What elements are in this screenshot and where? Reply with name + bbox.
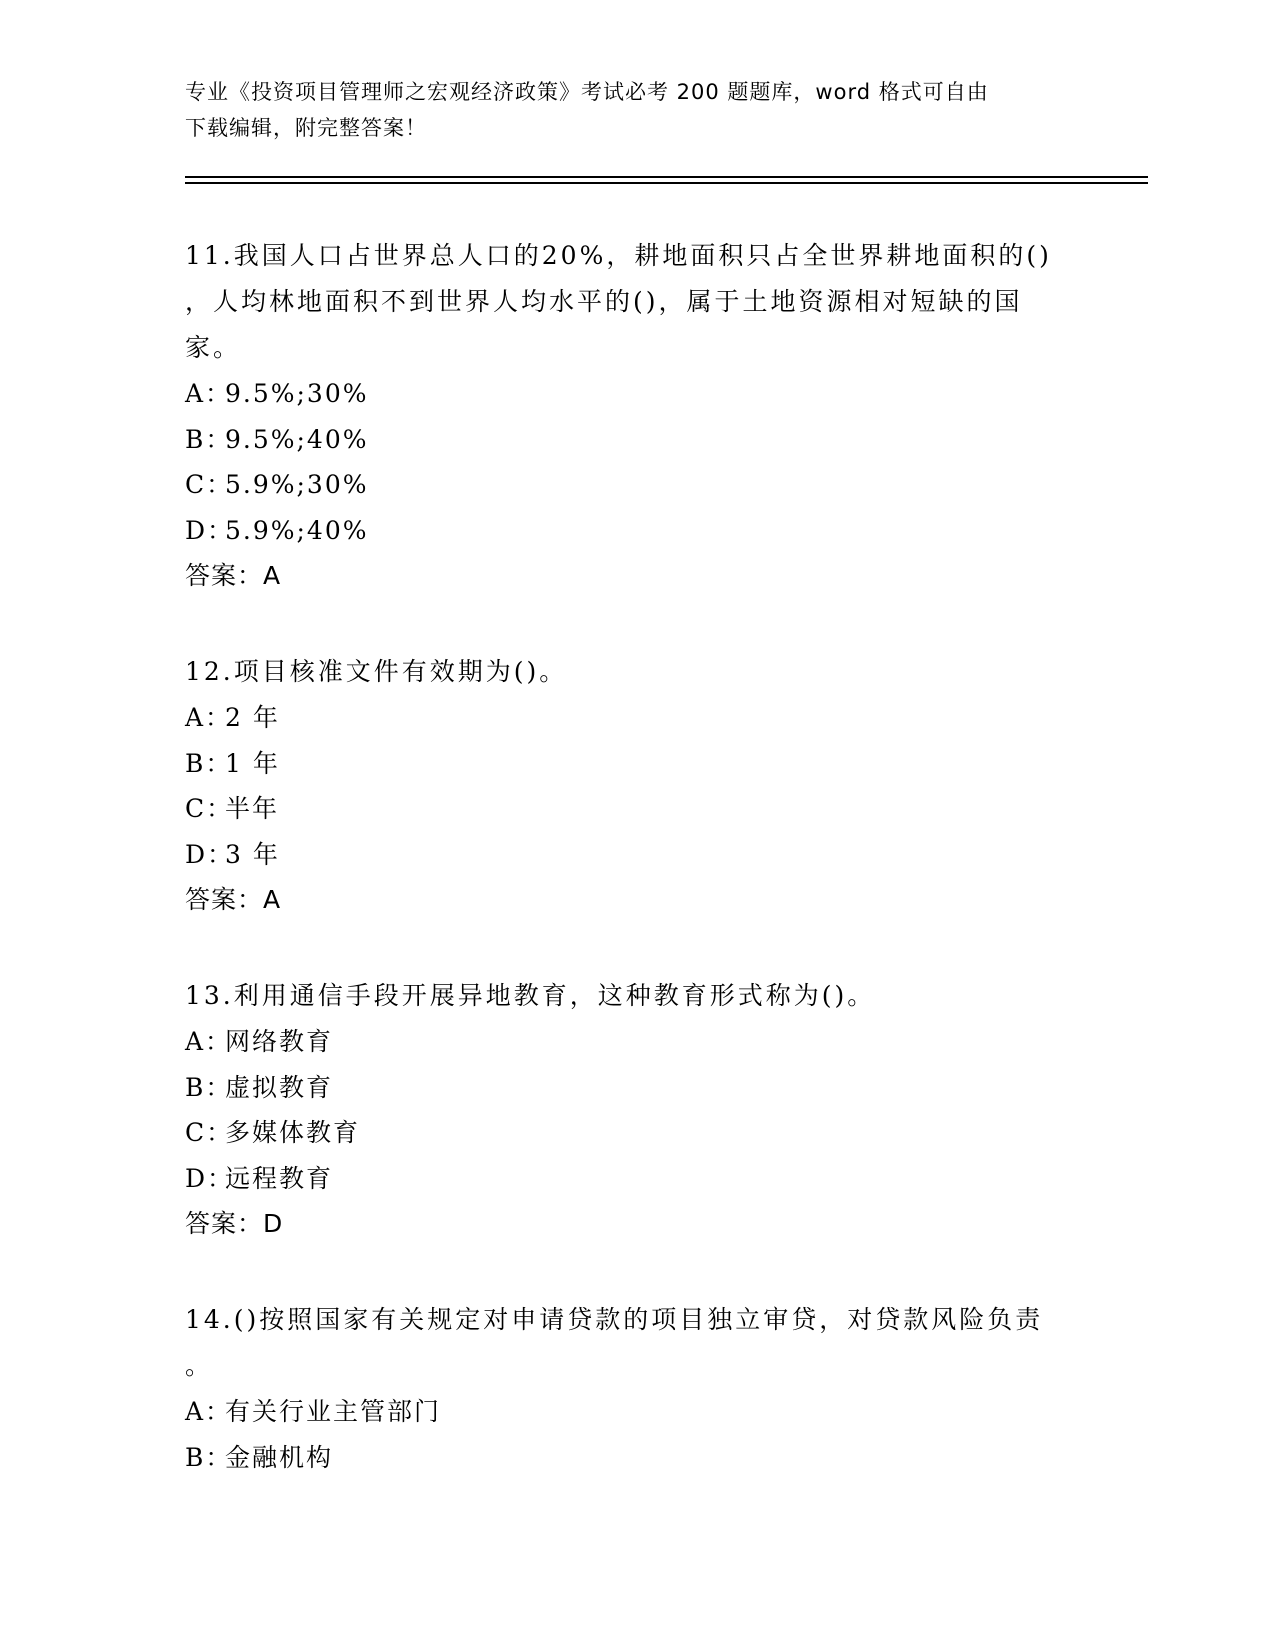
option-text: 网络教育	[225, 1027, 334, 1056]
question-stem	[185, 973, 1085, 1019]
option-letter: D：	[185, 515, 235, 545]
option-d	[185, 832, 1085, 878]
option-b	[185, 1435, 1085, 1481]
header-divider-bottom	[185, 182, 1148, 184]
question-stem	[185, 1297, 1085, 1389]
option-letter: A：	[185, 379, 233, 408]
stem-line: 14.()按照国家有关规定对申请贷款的项目独立审贷，对贷款风险负责	[185, 1305, 1044, 1334]
option-letter: A：	[185, 1027, 233, 1056]
document-header	[185, 74, 1085, 146]
header-line-1: 专业《投资项目管理师之宏观经济政策》考试必考 200 题题库，word 格式可自由	[185, 80, 989, 104]
question-13	[185, 973, 1085, 1247]
header-line-2: 下载编辑，附完整答案！	[185, 116, 427, 140]
question-14	[185, 1297, 1085, 1480]
stem-line: 11.我国人口占世界总人口的20%，耕地面积只占全世界耕地面积的()	[185, 241, 1052, 270]
option-d	[185, 508, 1085, 554]
option-letter: C：	[185, 794, 234, 823]
option-c	[185, 1110, 1085, 1156]
option-text: 金融机构	[225, 1442, 334, 1472]
stem-line: 12.项目核准文件有效期为()。	[185, 657, 568, 686]
option-letter: C：	[185, 470, 234, 499]
option-letter: B：	[185, 1072, 233, 1102]
question-stem	[185, 649, 1085, 695]
option-a	[185, 1389, 1085, 1435]
stem-line: 13.利用通信手段开展异地教育，这种教育形式称为()。	[185, 981, 876, 1010]
option-text: 2 年	[225, 703, 280, 732]
question-12	[185, 649, 1085, 923]
option-letter: A：	[185, 1397, 233, 1426]
option-text: 5.9%;30%	[225, 470, 369, 499]
option-d	[185, 1156, 1085, 1202]
answer-line: 答案：A	[185, 561, 282, 590]
header-divider-top	[185, 176, 1148, 178]
answer-line: 答案：D	[185, 1209, 284, 1238]
option-text: 多媒体教育	[225, 1118, 361, 1147]
option-letter: A：	[185, 703, 233, 732]
option-letter: D：	[185, 1163, 235, 1193]
question-stem	[185, 233, 1085, 371]
option-a	[185, 371, 1085, 417]
option-a	[185, 1019, 1085, 1065]
option-text: 虚拟教育	[225, 1072, 334, 1102]
option-text: 9.5%;40%	[225, 424, 369, 454]
option-a	[185, 695, 1085, 741]
option-text: 5.9%;40%	[225, 515, 369, 545]
option-b	[185, 417, 1085, 463]
option-text: 有关行业主管部门	[225, 1397, 442, 1426]
option-text: 远程教育	[225, 1163, 334, 1193]
option-letter: B：	[185, 748, 233, 778]
option-b	[185, 1065, 1085, 1111]
option-c	[185, 462, 1085, 508]
option-letter: D：	[185, 839, 235, 869]
stem-line: 家。	[185, 333, 242, 362]
stem-line: ，人均林地面积不到世界人均水平的()，属于土地资源相对短缺的国	[185, 287, 1023, 316]
option-text: 半年	[225, 794, 280, 823]
answer-line: 答案：A	[185, 885, 282, 914]
option-letter: B：	[185, 424, 233, 454]
stem-line: 。	[185, 1351, 214, 1380]
option-text: 9.5%;30%	[225, 379, 369, 408]
option-b	[185, 741, 1085, 787]
option-c	[185, 786, 1085, 832]
question-11	[185, 233, 1085, 599]
option-letter: B：	[185, 1442, 233, 1472]
option-text: 1 年	[225, 748, 280, 778]
option-letter: C：	[185, 1118, 234, 1147]
question-list	[185, 233, 1085, 1530]
option-text: 3 年	[225, 839, 280, 869]
